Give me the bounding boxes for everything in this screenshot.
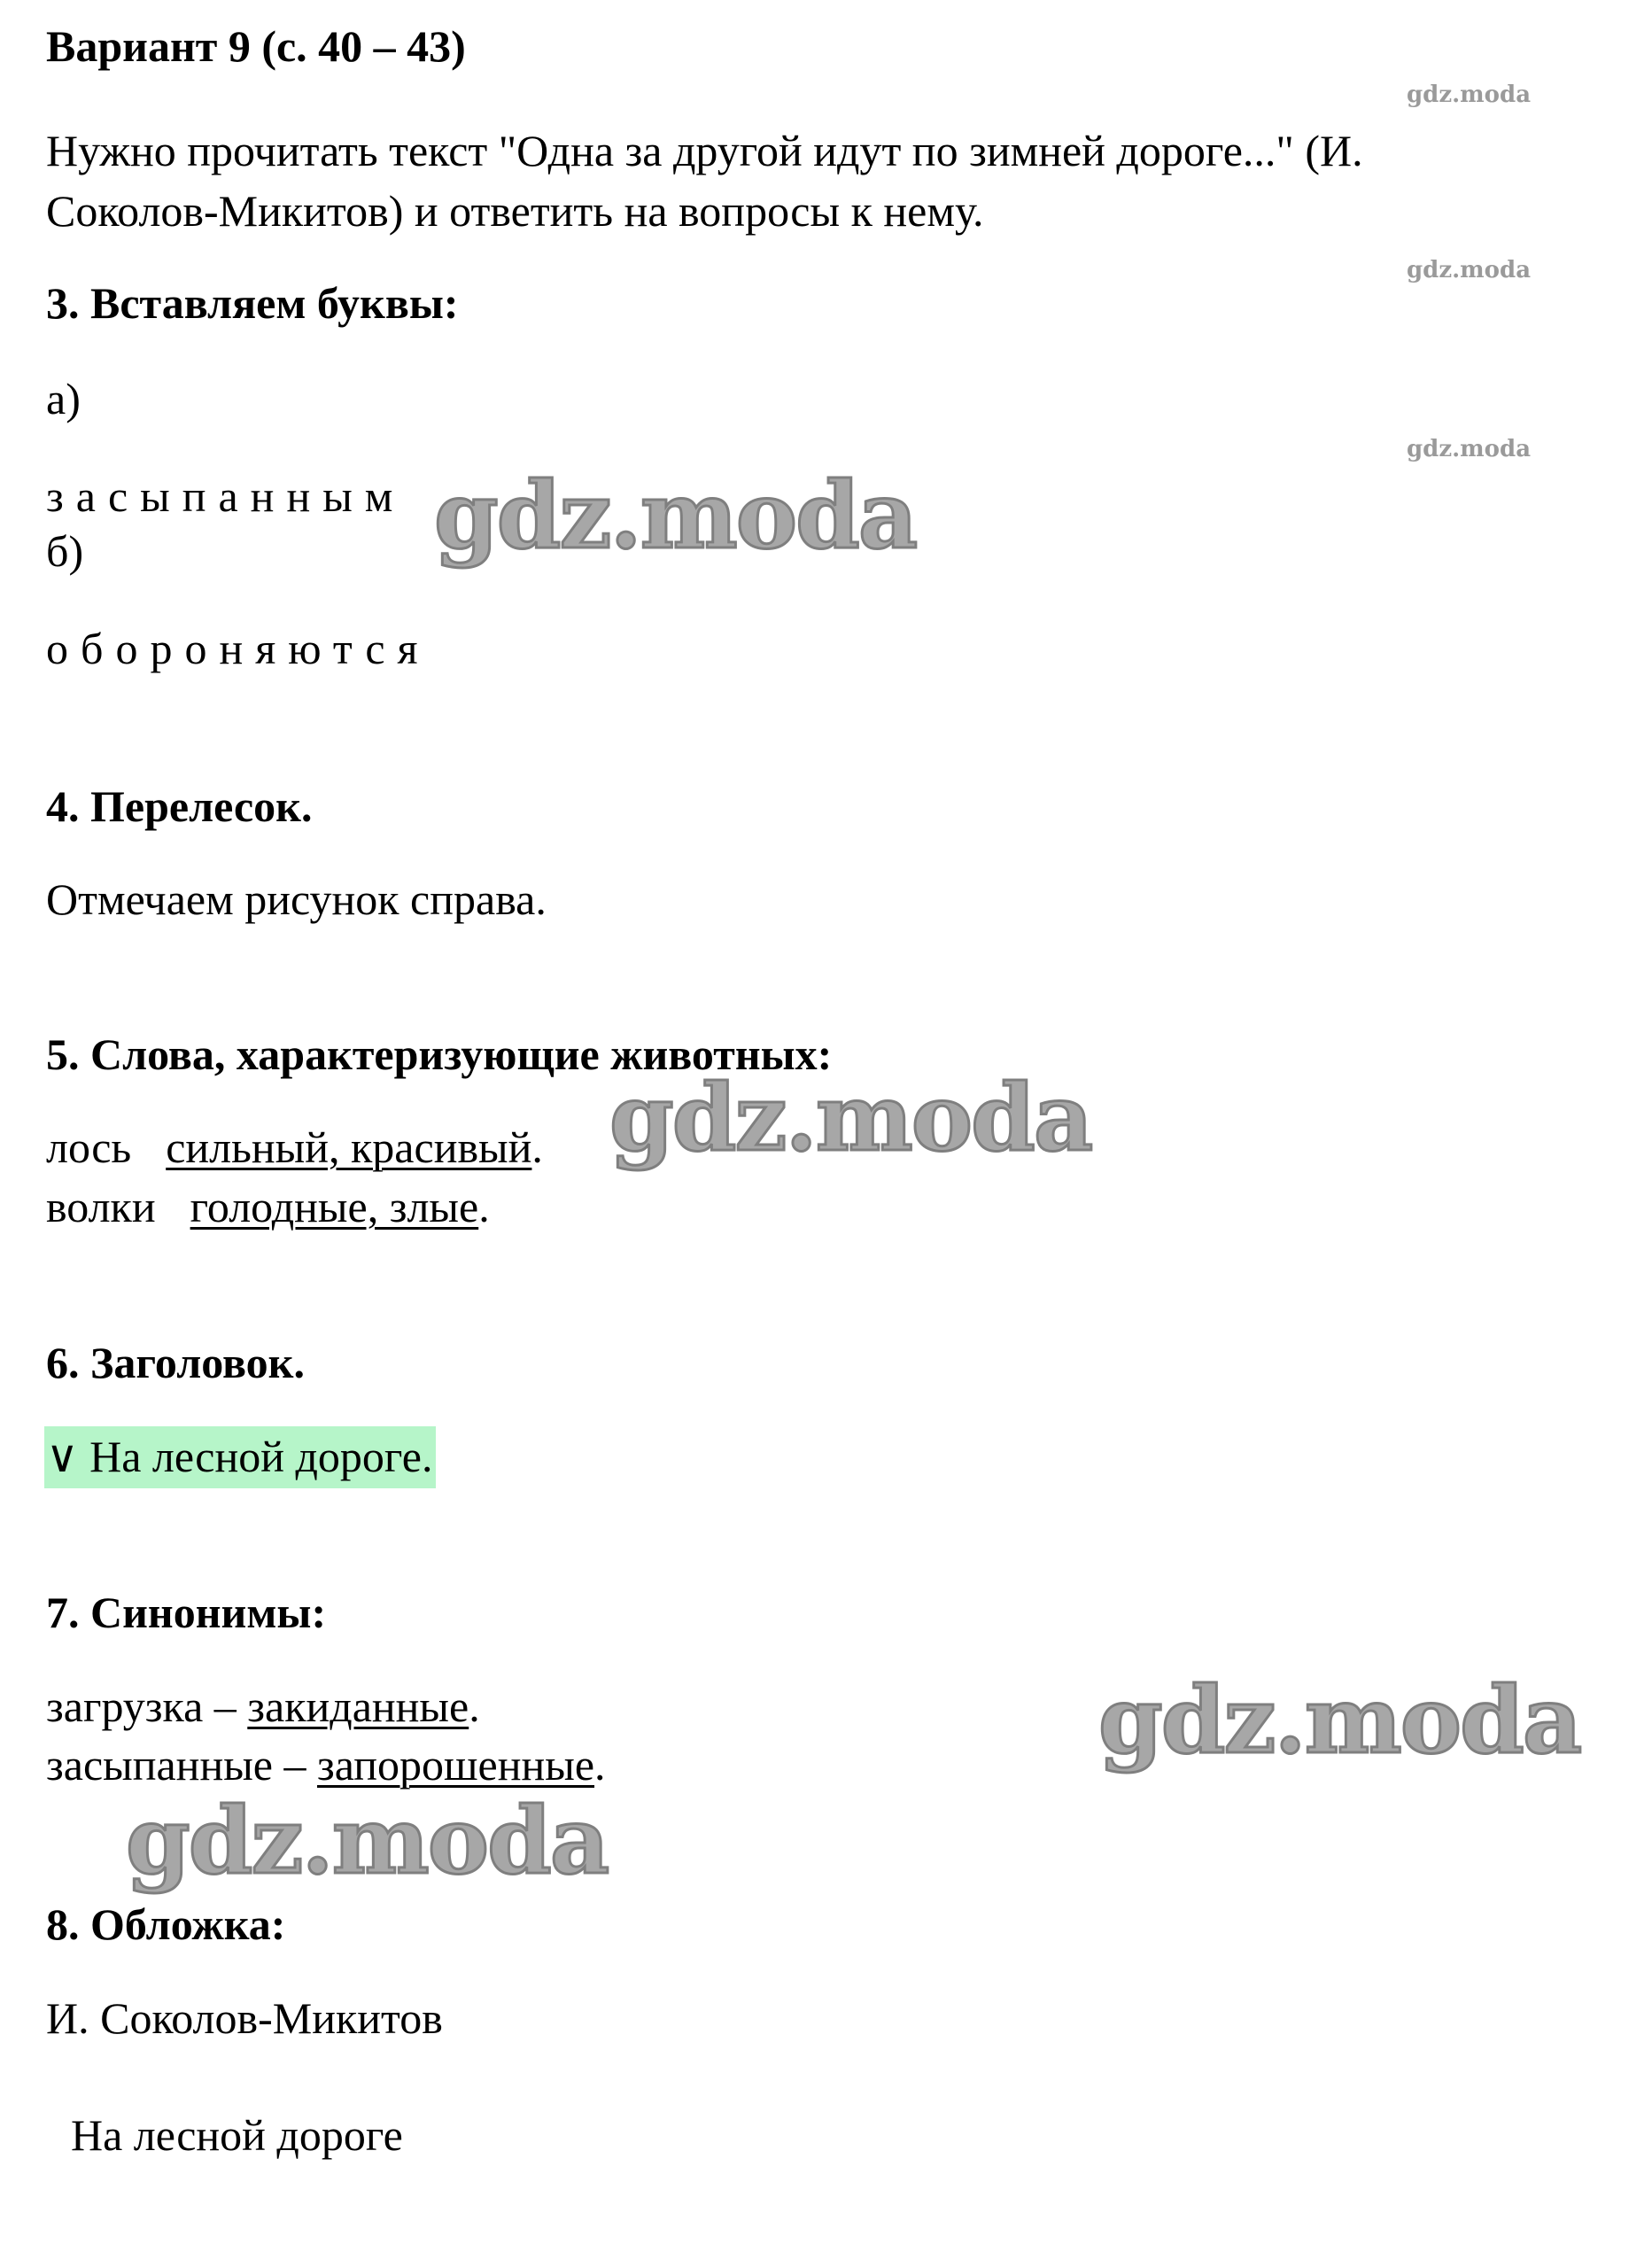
section-4-text: Отмечаем рисунок справа. xyxy=(46,874,547,924)
section-7-row-1 xyxy=(46,1680,480,1733)
section-6-heading: 6. Заголовок. xyxy=(46,1338,305,1387)
row-2-dash: – xyxy=(272,1740,317,1790)
watermark-large-4: gdz.moda xyxy=(126,1786,609,1895)
watermark-small-2: gdz.moda xyxy=(1407,257,1532,283)
watermark-small-1: gdz.moda xyxy=(1407,82,1532,108)
row-2-word: засыпанные xyxy=(46,1740,273,1790)
row-1-dash: – xyxy=(203,1681,248,1731)
section-8-book-title: На лесной дороге xyxy=(71,2110,403,2160)
section-3-a-label: а) xyxy=(46,374,81,423)
page-title: Вариант 9 (с. 40 – 43) xyxy=(46,21,466,71)
intro-line-2: Соколов-Микитов) и ответить на вопросы к нему. xyxy=(46,186,984,236)
section-6-answer: ∨ На лесной дороге. xyxy=(44,1426,436,1488)
row-2-dot: . xyxy=(594,1740,606,1790)
intro-line-1: Нужно прочитать текст "Одна за другой идут по зимней дороге..." (И. xyxy=(46,126,1363,175)
section-7-row-2 xyxy=(46,1738,606,1791)
section-5-heading: 5. Слова, характеризующие животных: xyxy=(46,1029,833,1079)
section-3-a-word: засыпанным xyxy=(46,471,406,521)
row-2-dot: . xyxy=(478,1182,490,1231)
row-1-synonym: закиданные xyxy=(247,1681,469,1731)
section-8-heading: 8. Обложка: xyxy=(46,1899,286,1949)
row-1-word: загрузка xyxy=(46,1681,204,1731)
section-3-b-word: обороняются xyxy=(46,624,430,673)
row-2-value: голодные, злые xyxy=(190,1182,479,1231)
section-3-b-label: б) xyxy=(46,526,84,576)
row-2-label: волки xyxy=(46,1182,156,1231)
row-1-label: лось xyxy=(46,1122,132,1172)
section-3-heading: 3. Вставляем буквы: xyxy=(46,278,459,328)
section-8-author: И. Соколов-Микитов xyxy=(46,1993,443,2043)
row-2-synonym: запорошенные xyxy=(316,1740,595,1790)
section-7-heading: 7. Синонимы: xyxy=(46,1588,327,1637)
row-1-dot: . xyxy=(531,1122,543,1172)
watermark-small-3: gdz.moda xyxy=(1407,436,1532,462)
watermark-large-1: gdz.moda xyxy=(434,461,917,570)
watermark-large-3: gdz.moda xyxy=(1098,1666,1581,1774)
row-1-value: сильный, красивый xyxy=(166,1122,532,1172)
row-1-dot: . xyxy=(469,1681,480,1731)
section-5-row-1 xyxy=(46,1121,543,1174)
watermark-large-2: gdz.moda xyxy=(609,1063,1092,1172)
section-5-row-2 xyxy=(46,1180,490,1233)
section-4-heading: 4. Перелесок. xyxy=(46,781,313,831)
